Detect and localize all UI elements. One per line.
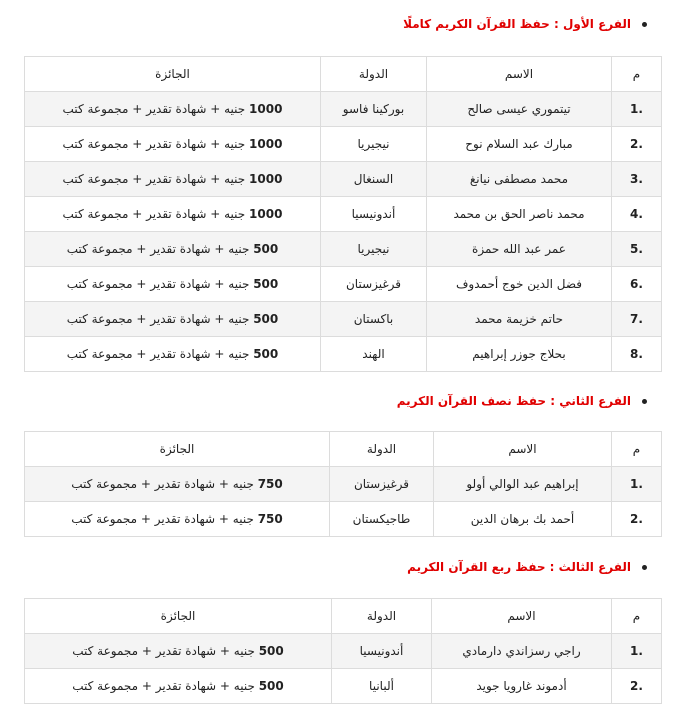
row-index: 2. [612, 669, 662, 704]
winner-name: مبارك عبد السلام نوح [427, 127, 612, 162]
prize-cell [25, 502, 330, 537]
prize-amount: 500 [253, 242, 279, 256]
header-name: الاسم [434, 432, 612, 467]
winner-name: أدموند غارويا جويد [432, 669, 612, 704]
prize-description: جنيه + شهادة تقدير + مجموعة كتب [62, 102, 246, 116]
row-index: 3. [612, 162, 662, 197]
header-prize: الجائزة [25, 599, 332, 634]
table-header-row [25, 599, 662, 634]
prize-amount: 750 [257, 512, 283, 526]
prize-amount: 500 [258, 679, 284, 693]
winner-country: أندونيسيا [332, 634, 432, 669]
winner-name: محمد مصطفى نيانغ [427, 162, 612, 197]
table-row [25, 502, 662, 537]
header-country: الدولة [330, 432, 434, 467]
header-name: الاسم [427, 57, 612, 92]
prize-description: جنيه + شهادة تقدير + مجموعة كتب [62, 207, 246, 221]
header-index: م [612, 57, 662, 92]
section-title: الفرع الثاني : حفظ نصف القرآن الكريم [396, 394, 631, 408]
table-header-row [25, 432, 662, 467]
prize-description: جنيه + شهادة تقدير + مجموعة كتب [66, 277, 250, 291]
table-row [25, 197, 662, 232]
row-index: 7. [612, 302, 662, 337]
prize-cell [25, 162, 321, 197]
winner-name: فضل الدين خوج أحمدوف [427, 267, 612, 302]
row-index: 1. [612, 467, 662, 502]
header-country: الدولة [321, 57, 427, 92]
row-index: 5. [612, 232, 662, 267]
section-title: الفرع الأول : حفظ القرآن الكريم كاملًا [403, 17, 631, 31]
prize-description: جنيه + شهادة تقدير + مجموعة كتب [66, 347, 250, 361]
winner-name: حاتم خزيمة محمد [427, 302, 612, 337]
section-heading [403, 14, 631, 34]
prize-amount: 1000 [249, 207, 283, 221]
winner-country: طاجيكستان [330, 502, 434, 537]
table-row [25, 467, 662, 502]
table-header-row [25, 57, 662, 92]
prize-cell [25, 92, 321, 127]
prize-description: جنيه + شهادة تقدير + مجموعة كتب [66, 312, 250, 326]
prize-cell [25, 669, 332, 704]
row-index: 1. [612, 92, 662, 127]
table-row [25, 302, 662, 337]
prize-description: جنيه + شهادة تقدير + مجموعة كتب [62, 172, 246, 186]
winner-name: إبراهيم عبد الوالي أولو [434, 467, 612, 502]
winner-country: بوركينا فاسو [321, 92, 427, 127]
winner-country: السنغال [321, 162, 427, 197]
prize-description: جنيه + شهادة تقدير + مجموعة كتب [71, 512, 254, 526]
prize-amount: 500 [258, 644, 284, 658]
prize-cell [25, 127, 321, 162]
section-title: الفرع الثالث : حفظ ربع القرآن الكريم [407, 560, 631, 574]
prize-amount: 500 [253, 312, 279, 326]
prize-cell [25, 634, 332, 669]
prize-cell [25, 337, 321, 372]
prize-cell [25, 467, 330, 502]
bullet-icon [642, 565, 647, 570]
prize-amount: 1000 [249, 137, 283, 151]
table-row [25, 267, 662, 302]
winner-country: ألبانيا [332, 669, 432, 704]
row-index: 1. [612, 634, 662, 669]
prize-amount: 1000 [249, 172, 283, 186]
winner-name: محمد ناصر الحق بن محمد [427, 197, 612, 232]
table-row [25, 669, 662, 704]
winner-country: نيجيريا [321, 232, 427, 267]
header-prize: الجائزة [25, 57, 321, 92]
header-country: الدولة [332, 599, 432, 634]
prize-amount: 750 [257, 477, 283, 491]
table-row [25, 162, 662, 197]
table-row [25, 634, 662, 669]
prize-cell [25, 267, 321, 302]
prize-description: جنيه + شهادة تقدير + مجموعة كتب [72, 679, 255, 693]
prize-cell [25, 302, 321, 337]
winner-country: نيجيريا [321, 127, 427, 162]
winner-name: أحمد بك برهان الدين [434, 502, 612, 537]
row-index: 4. [612, 197, 662, 232]
prize-table [24, 598, 662, 704]
prize-table [24, 56, 662, 372]
header-index: م [612, 599, 662, 634]
prize-cell [25, 232, 321, 267]
winner-country: قرغيزستان [321, 267, 427, 302]
winner-name: بحلاج جوزر إبراهيم [427, 337, 612, 372]
table-row [25, 232, 662, 267]
prize-table [24, 431, 662, 537]
prize-description: جنيه + شهادة تقدير + مجموعة كتب [71, 477, 254, 491]
header-name: الاسم [432, 599, 612, 634]
table-row [25, 92, 662, 127]
row-index: 6. [612, 267, 662, 302]
bullet-icon [642, 399, 647, 404]
prize-amount: 500 [253, 347, 279, 361]
winner-name: تيتموري عيسى صالح [427, 92, 612, 127]
winner-country: قرغيزستان [330, 467, 434, 502]
row-index: 8. [612, 337, 662, 372]
section-heading [407, 557, 631, 577]
prize-cell [25, 197, 321, 232]
prize-description: جنيه + شهادة تقدير + مجموعة كتب [66, 242, 250, 256]
bullet-icon [642, 22, 647, 27]
row-index: 2. [612, 127, 662, 162]
table-row [25, 337, 662, 372]
row-index: 2. [612, 502, 662, 537]
winner-country: أندونيسيا [321, 197, 427, 232]
prize-description: جنيه + شهادة تقدير + مجموعة كتب [72, 644, 255, 658]
prize-description: جنيه + شهادة تقدير + مجموعة كتب [62, 137, 246, 151]
table-row [25, 127, 662, 162]
winner-country: باكستان [321, 302, 427, 337]
prize-amount: 500 [253, 277, 279, 291]
section-heading [397, 391, 631, 411]
winner-country: الهند [321, 337, 427, 372]
winner-name: راجي رسزاندي دارمادي [432, 634, 612, 669]
header-index: م [612, 432, 662, 467]
header-prize: الجائزة [25, 432, 330, 467]
winner-name: عمر عبد الله حمزة [427, 232, 612, 267]
prize-amount: 1000 [249, 102, 283, 116]
